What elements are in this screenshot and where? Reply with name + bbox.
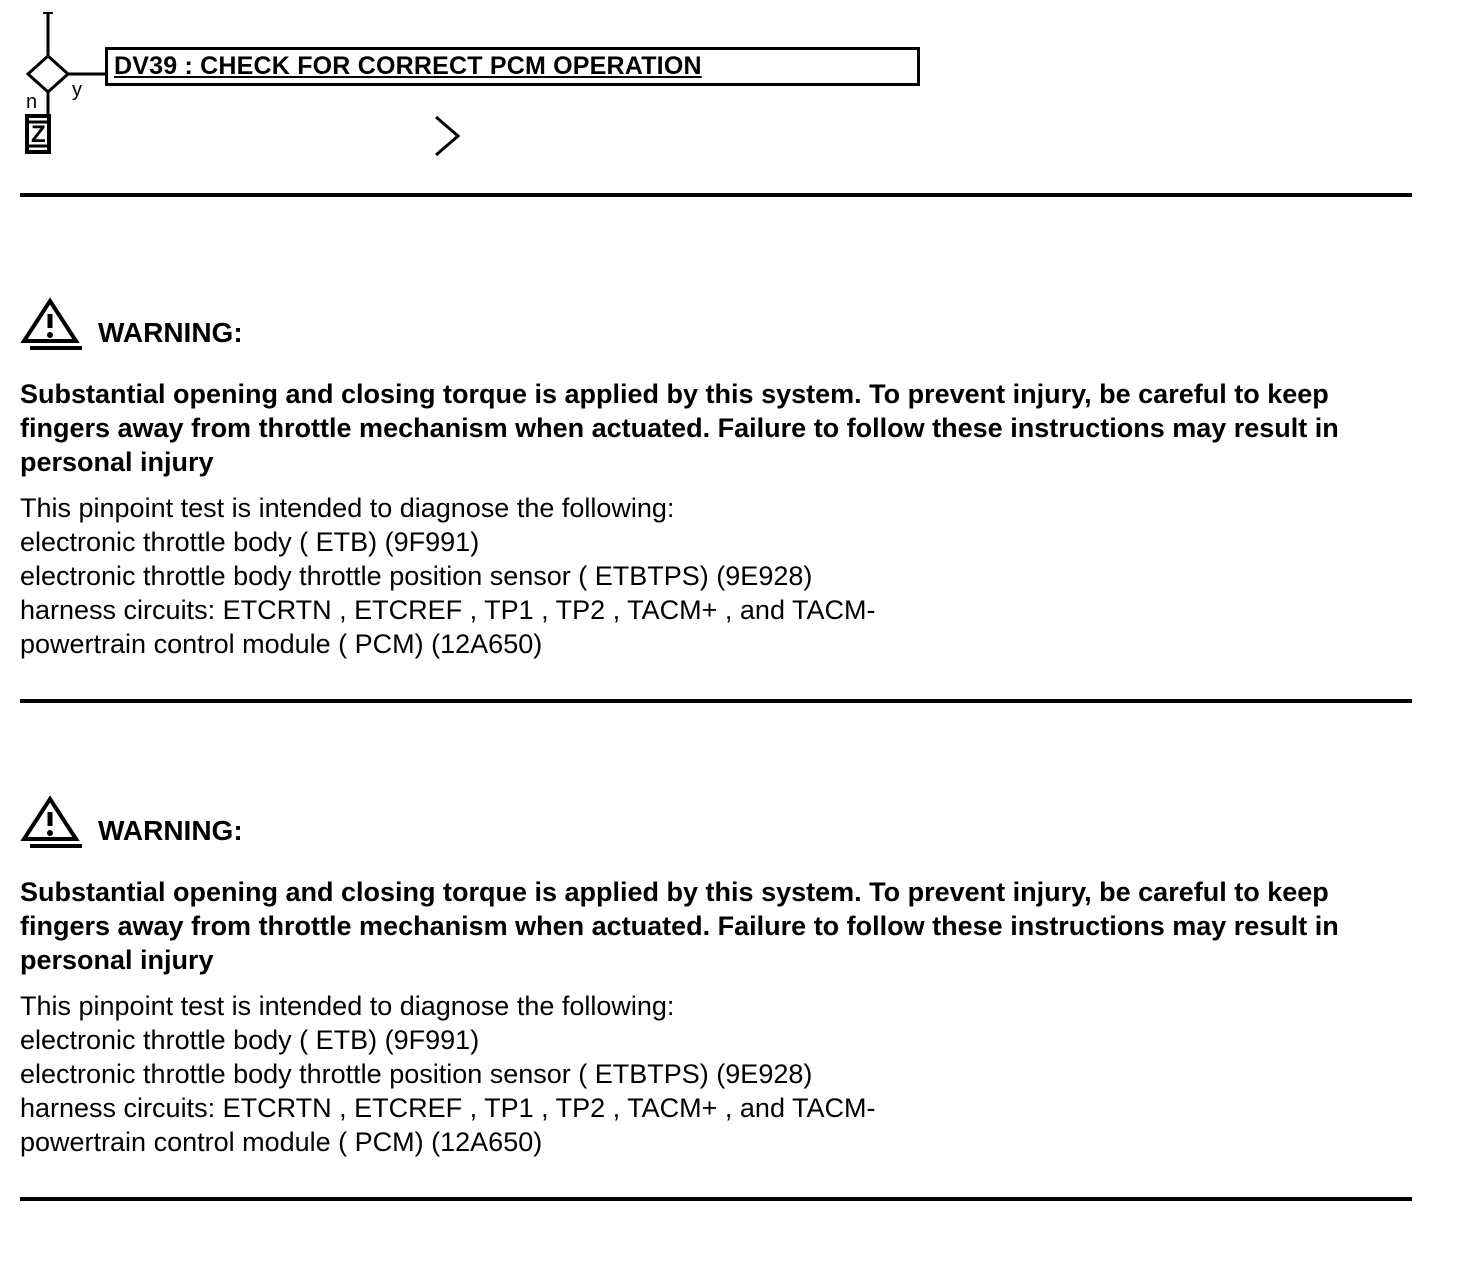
flow-yes-label: y [72,79,82,101]
diagnosis-item: harness circuits: ETCRTN , ETCREF , TP1 , TP2 , TACM+ , and TACM- [20,1093,876,1123]
diagnosis-item: electronic throttle body ( ETB) (9F991) [20,1025,480,1055]
step-title: DV39 : CHECK FOR CORRECT PCM OPERATION [114,52,702,80]
warning-label: WARNING: [98,317,243,348]
warning-section [20,795,1452,1159]
diagnosis-list [20,491,1452,661]
step-title-box [105,47,920,86]
divider [20,193,1412,197]
warning-section [20,297,1452,661]
flow-no-label: n [26,91,38,113]
diagnosis-intro: This pinpoint test is intended to diagnose the following: [20,493,675,523]
page-content [0,297,1472,1201]
flowchart-decision-glyph [10,4,120,164]
page-header-area [0,0,1472,197]
warning-icon [20,297,84,351]
divider [20,699,1412,703]
decision-diamond-icon [10,4,120,164]
flow-terminator-label: Z [31,121,46,148]
diagnosis-item: powertrain control module ( PCM) (12A650) [20,1127,543,1157]
diagnosis-item: electronic throttle body throttle position sensor ( ETBTPS) (9E928) [20,1059,813,1089]
warning-text: Substantial opening and closing torque is applied by this system. To prevent injury, be careful to keep fingers away from throttle mechanism when actuated. Failure to follow these instructions may result in personal injury [20,877,1339,975]
warning-text: Substantial opening and closing torque is applied by this system. To prevent injury, be careful to keep fingers away from throttle mechanism when actuated. Failure to follow these instructions may result in personal injury [20,379,1339,477]
diagnosis-item: electronic throttle body throttle position sensor ( ETBTPS) (9E928) [20,561,813,591]
warning-header [20,795,1452,849]
warning-header [20,297,1452,351]
warning-label: WARNING: [98,815,243,846]
diagnosis-intro: This pinpoint test is intended to diagnose the following: [20,991,675,1021]
diagnosis-list [20,989,1452,1159]
diagnosis-item: powertrain control module ( PCM) (12A650) [20,629,543,659]
diagnosis-item: harness circuits: ETCRTN , ETCREF , TP1 , TP2 , TACM+ , and TACM- [20,595,876,625]
divider [20,1197,1412,1201]
diagnosis-item: electronic throttle body ( ETB) (9F991) [20,527,480,557]
warning-icon [20,795,84,849]
chevron-right-icon [432,114,462,158]
